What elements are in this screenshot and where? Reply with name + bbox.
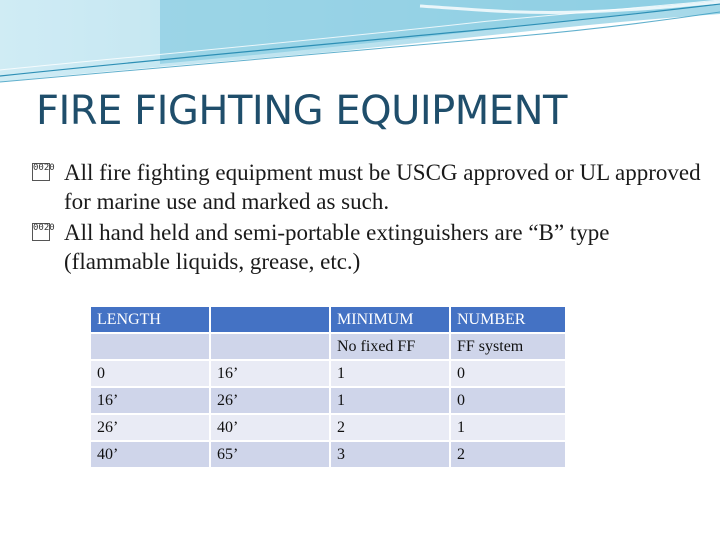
- table-row: [91, 388, 565, 413]
- table-cell: 65’: [211, 442, 329, 467]
- table-header-row: [91, 307, 565, 332]
- table-row: [91, 415, 565, 440]
- table-cell: 40’: [211, 415, 329, 440]
- table-cell: 1: [451, 415, 565, 440]
- table-cell: 16’: [211, 361, 329, 386]
- table-cell: 26’: [91, 415, 209, 440]
- bullet-text: All hand held and semi-portable extinguishers are “B” type (flammable liquids, grease, etc.): [64, 220, 610, 274]
- table-cell: 2: [451, 442, 565, 467]
- bullet-item: [32, 218, 712, 276]
- table-cell: 3: [331, 442, 449, 467]
- table-subheader-row: [91, 334, 565, 359]
- table-cell: 0: [91, 361, 209, 386]
- table-cell: 0: [451, 361, 565, 386]
- subheader-cell: No fixed FF: [331, 334, 449, 359]
- header-cell: LENGTH: [91, 307, 209, 332]
- table-cell: 0: [451, 388, 565, 413]
- header-wave-decoration: [0, 0, 720, 90]
- bullet-text: All fire fighting equipment must be USCG approved or UL approved for marine use and marked as such.: [64, 160, 701, 214]
- header-cell: MINIMUM: [331, 307, 449, 332]
- page-title: FIRE FIGHTING EQUIPMENT: [36, 88, 567, 134]
- table-cell: 40’: [91, 442, 209, 467]
- box-glyph-icon: 0020: [32, 223, 50, 241]
- table-row: [91, 361, 565, 386]
- box-glyph-icon: 0020: [32, 163, 50, 181]
- subheader-cell: [211, 334, 329, 359]
- table-cell: 1: [331, 388, 449, 413]
- table-cell: 16’: [91, 388, 209, 413]
- bullet-item: [32, 158, 712, 216]
- table-cell: 1: [331, 361, 449, 386]
- extinguisher-table: [89, 305, 567, 469]
- bullet-list: [32, 158, 712, 278]
- table-row: [91, 442, 565, 467]
- header-cell: [211, 307, 329, 332]
- subheader-cell: [91, 334, 209, 359]
- header-cell: NUMBER: [451, 307, 565, 332]
- subheader-cell: FF system: [451, 334, 565, 359]
- table-cell: 2: [331, 415, 449, 440]
- table-cell: 26’: [211, 388, 329, 413]
